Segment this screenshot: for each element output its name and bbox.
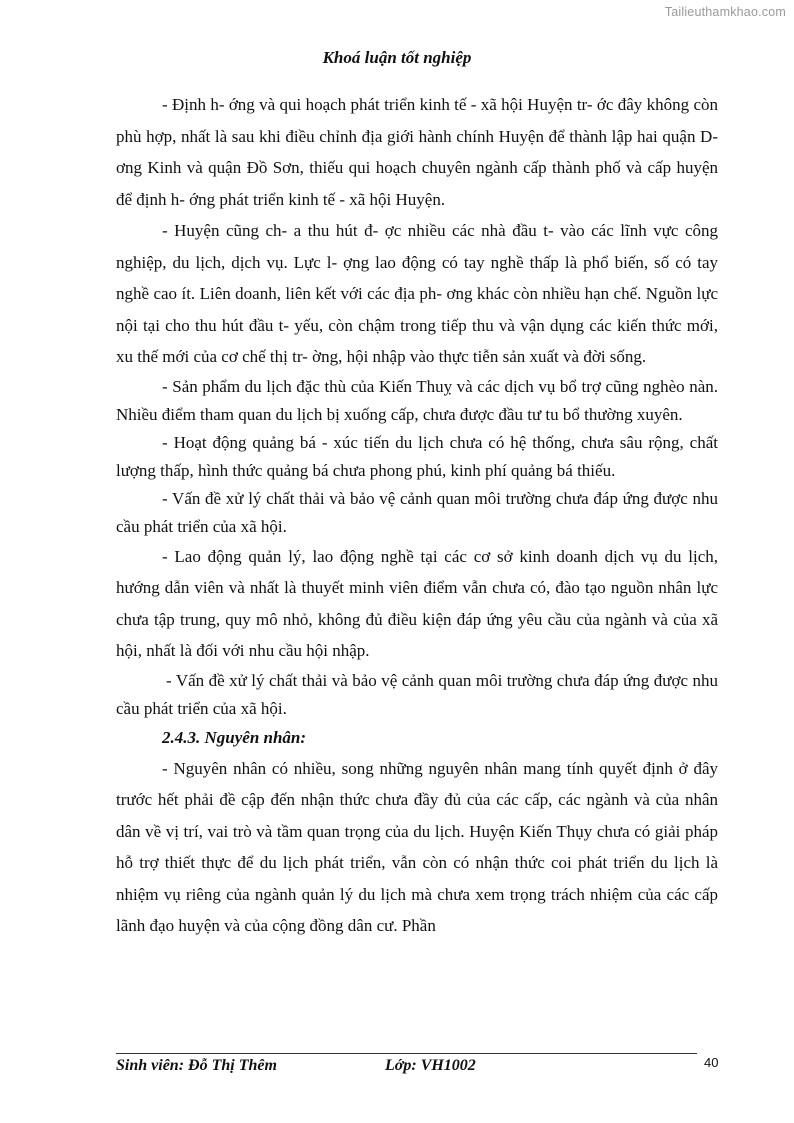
page-footer — [116, 1057, 476, 1075]
paragraph-planning: - Định h- ớng và qui hoạch phát triển kinh tế - xã hội Huyện tr- ớc đây không còn phù hợp, nhất là sau khi điều chỉnh địa giới hành chính Huyện để thành lập hai quận D- ơng Kinh và quận Đồ Sơn, thiếu qui hoạch chuyên ngành cấp thành phố và cấp huyện để định h- ớng phát triển kinh tế - xã hội Huyện. — [116, 95, 718, 209]
footer-student-name: Sinh viên: Đỗ Thị Thêm — [116, 1057, 277, 1074]
paragraph-promotion: - Hoạt động quảng bá - xúc tiến du lịch chưa có hệ thống, chưa sâu rộng, chất lượng thấp, hình thức quảng bá chưa phong phú, kinh phí quảng bá thiếu. — [116, 432, 718, 480]
footer-class: Lớp: VH1002 — [385, 1057, 476, 1074]
watermark: Tailieuthamkhao.com — [664, 5, 786, 19]
document-body — [116, 89, 718, 942]
page-number: 40 — [704, 1055, 719, 1070]
page-header-title: Khoá luận tốt nghiệp — [322, 48, 472, 67]
paragraph-labour: - Lao động quản lý, lao động nghề tại các cơ sở kinh doanh dịch vụ du lịch, hướng dẫn viên và nhất là thuyết minh viên điểm vẫn chưa có, đào tạo nguồn nhân lực chưa tập trung, quy mô nhỏ, không đủ điều kiện đáp ứng yêu cầu của ngành và của xã hội, nhất là đối với nhu cầu hội nhập. — [116, 546, 718, 660]
section-heading-causes: 2.4.3. Nguyên nhân: — [162, 727, 307, 747]
paragraph-tourism-products: - Sản phẩm du lịch đặc thù của Kiến Thuỵ và các dịch vụ bổ trợ cũng nghèo nàn. Nhiều điểm tham quan du lịch bị xuống cấp, chưa được đầu tư tu bổ thường xuyên. — [116, 376, 718, 424]
paragraph-causes: - Nguyên nhân có nhiều, song những nguyên nhân mang tính quyết định ở đây trước hết phải đề cập đến nhận thức chưa đầy đủ của các cấp, các ngành và của nhân dân về vị trí, vai trò và tầm quan trọng của du lịch. Huyện Kiến Thụy chưa có giải pháp hỗ trợ thiết thực để du lịch phát triển, vẫn còn có nhận thức coi phát triển du lịch là nhiệm vụ riêng của ngành quản lý du lịch mà chưa xem trọng trách nhiệm của các cấp lãnh đạo huyện và của cộng đồng dân cư. Phần — [116, 758, 718, 935]
paragraph-investment: - Huyện cũng ch- a thu hút đ- ợc nhiều các nhà đầu t- vào các lĩnh vực công nghiệp, du lịch, dịch vụ. Lực l- ợng lao động có tay nghề thấp là phổ biến, số có tay nghề cao ít. Liên doanh, liên kết với các địa ph- ơng khác còn nhiều hạn chế. Nguồn lực nội tại cho thu hút đầu t- yếu, còn chậm trong tiếp thu và vận dụng các kiến thức mới, xu thế mới của cơ chế thị tr- ờng, hội nhập vào thực tiễn sản xuất và đời sống. — [116, 221, 718, 366]
paragraph-waste-treatment: - Vấn đề xử lý chất thải và bảo vệ cảnh quan môi trường chưa đáp ứng được nhu cầu phát triển của xã hội. — [116, 488, 718, 536]
footer-divider — [116, 1053, 697, 1054]
paragraph-waste-treatment-repeat: - Vấn đề xử lý chất thải và bảo vệ cảnh quan môi trường chưa đáp ứng được nhu cầu phát triển của xã hội. — [116, 670, 718, 718]
